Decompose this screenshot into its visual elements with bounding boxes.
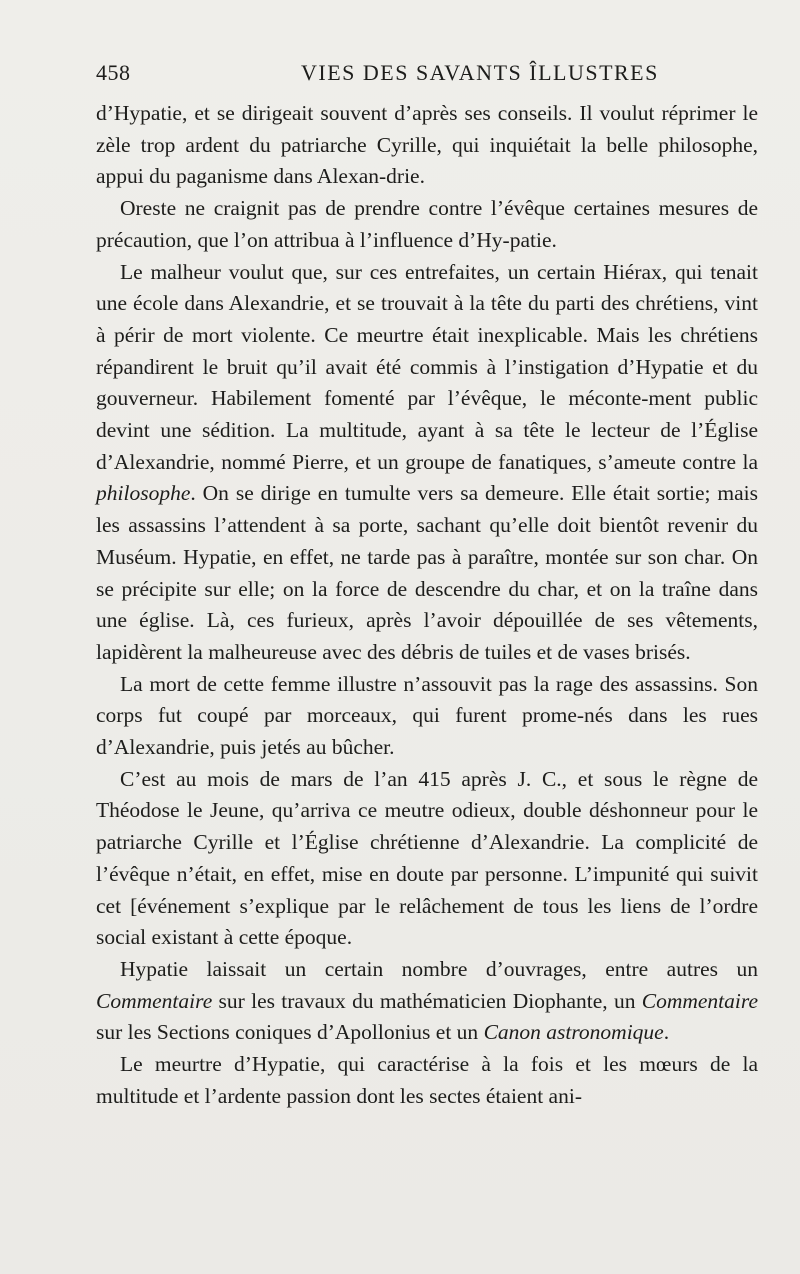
text-run: d’Hypatie, et se dirigeait souvent d’après ses conseils. Il voulut réprimer le zèle trop ardent du patriarche Cyrille, qui inquiétait la belle philosophe, appui du paganisme dans Alexan-drie.: [96, 101, 758, 189]
italic-title: Canon astronomique: [483, 1020, 664, 1045]
italic-title: Commentaire: [96, 988, 213, 1013]
text-run: sur les Sections coniques d’Apollonius et un: [96, 1020, 484, 1045]
paragraph: [96, 193, 758, 256]
paragraph: [96, 669, 758, 764]
body-text: [96, 98, 758, 1113]
paragraph: [96, 764, 758, 954]
paragraph: [96, 257, 758, 669]
text-run: C’est au mois de mars de l’an 415 après J. C., et sous le règne de Théodose le Jeune, qu’arriva ce meutre odieux, double déshonneur pour le patriarche Cyrille et l’Église chrétienne d’Alexandrie. La complicité de l’évêque n’était, en effet, mise en doute par personne. L’impunité qui suivit cet [événement s’explique par le relâchement de tous les liens de l’ordre social existant à cette époque.: [96, 766, 758, 950]
paragraph: [96, 98, 758, 193]
text-run: La mort de cette femme illustre n’assouvit pas la rage des assassins. Son corps fut coupé par morceaux, qui furent prome-nés dans les rues d’Alexandrie, puis jetés au bûcher.: [96, 671, 758, 760]
text-run: . On se dirige en tumulte vers sa demeure. Elle était sortie; mais les assassins l’attendent à sa porte, sachant qu’elle doit bientôt revenir du Muséum. Hypatie, en effet, ne tarde pas à paraître, montée sur son char. On se précipite sur elle; on la force de descendre du char, et on la traîne dans une église. Là, ces furieux, après l’avoir dépouillée de ses vêtements, lapidèrent la malheureuse avec des débris de tuiles et de vases brisés.: [96, 481, 758, 664]
text-run: Le meurtre d’Hypatie, qui caractérise à la fois et les mœurs de la multitude et l’ardente passion dont les sectes étaient ani-: [96, 1052, 758, 1108]
text-run: .: [663, 1020, 670, 1045]
page-header: [96, 60, 758, 94]
italic-title: Commentaire: [641, 988, 758, 1013]
text-run: Hypatie laissait un certain nombre d’ouvrages, entre autres un: [120, 956, 758, 981]
italic-term: philosophe: [96, 481, 191, 506]
page-number: 458: [96, 60, 131, 85]
paragraph: [96, 1049, 758, 1112]
running-title: VIES DES SAVANTS ÎLLUSTRES: [301, 60, 659, 85]
paragraph: [96, 954, 758, 1049]
text-run: Le malheur voulut que, sur ces entrefaites, un certain Hiérax, qui tenait une école dans Alexandrie, et se trouvait à la tête du parti des chrétiens, vint à périr de mort violente. Ce meurtre était inexplicable. Mais les chrétiens répandirent le bruit qu’il avait été commis à l’instigation d’Hypatie et du gouverneur. Habilement fomenté par l’évêque, le méconte-ment public devint une sédition. La multitude, ayant à sa tête le lecteur de l’Église d’Alexandrie, nommé Pierre, et un groupe de fanatiques, s’ameute contre la: [96, 259, 758, 474]
text-run: Oreste ne craignit pas de prendre contre l’évêque certaines mesures de précaution, que l’on attribua à l’influence d’Hy-patie.: [96, 196, 758, 252]
text-run: sur les travaux du mathématicien Diophante, un: [212, 988, 642, 1013]
